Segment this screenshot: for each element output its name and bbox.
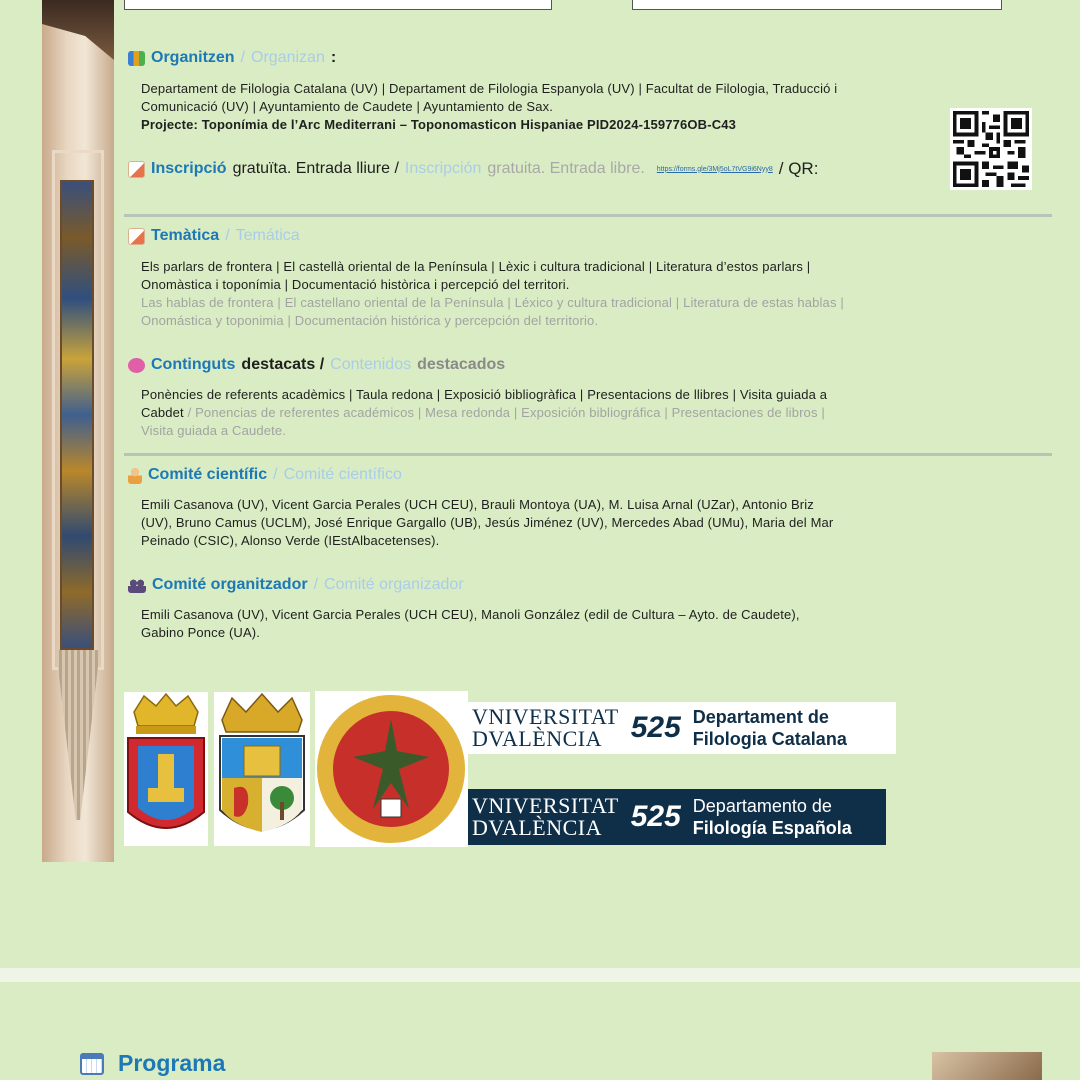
registration-link[interactable]: https://forms.gle/3Mj5oL7tVG9i6Nyy8 <box>656 165 773 173</box>
sax-coat-of-arms <box>214 692 310 846</box>
brain-icon <box>128 358 145 373</box>
caudete-coat-of-arms <box>124 692 208 846</box>
tematica-text: Els parlars de frontera | El castellà oriental de la Península | Lèxic i cultura tradicional | Literatura d’estos parlars | Onomàstica i toponímia | Documentació històrica i percepció del territori. Las hablas de frontera | El castellano oriental de la Península | Léxico y cultura tradicional | Literatura de estas hablas | Onomástica y toponimia | Documentación histórica y percepción del territorio. <box>141 259 844 328</box>
people-icon <box>128 578 146 593</box>
section-divider <box>124 453 1052 456</box>
organitzador-text: Emili Casanova (UV), Vicent Garcia Perales (UCH CEU), Manoli González (edil de Cultura – Ayto. de Caudete), Gabino Ponce (UA). <box>141 607 800 640</box>
continguts-text: Ponències de referents acadèmics | Taula redona | Exposició bibliogràfica | Presentacions de llibres | Visita guiada a Cabdet / Ponencias de referentes académicos | Mesa redonda | Exposición bibliográfica | Presentaciones de libros | Visita guiada a Caudete. <box>141 387 828 438</box>
section-divider <box>124 214 1052 217</box>
uv-filologia-catalana-logo: VNIVERSITAT DVALÈNCIA 525 Departament de Filologia Catalana <box>468 702 896 754</box>
top-box-left <box>124 0 552 10</box>
corner-photo <box>932 1052 1042 1080</box>
uv-filologia-espanola-logo: VNIVERSITAT DVALÈNCIA 525 Departamento de Filología Española <box>468 789 886 845</box>
tapestry-photo <box>42 0 114 862</box>
organitzador-heading: Comité organitzador / Comité organizador <box>128 576 464 594</box>
continguts-heading: Continguts destacats / Contenidos destacados <box>128 356 505 374</box>
page-break <box>0 968 1080 982</box>
pencil-note-icon <box>128 161 145 178</box>
cientific-heading: Comité científic / Comité científico <box>128 466 402 484</box>
organitzen-text: Departament de Filologia Catalana (UV) | Departament de Filologia Espanyola (UV) | Facultat de Filologia, Traducció i Comunicació (UV) | Ayuntamiento de Caudete | Ayuntamiento de Sax. Projecte: Toponímia de l’Arc Mediterrani – Toponomasticon Hispaniae PID2024-159776OB-C43 <box>141 81 838 132</box>
pencil-note-icon <box>128 228 145 245</box>
tematica-heading: Temàtica / Temática <box>128 227 300 245</box>
inscripcio-line: Inscripció gratuïta. Entrada lliure / Inscripción gratuita. Entrada libre. https://forms.gle/3Mj5oL7tVG9i6Nyy8 / QR: <box>128 159 818 179</box>
organitzen-heading: Organitzen / Organizan : <box>128 49 336 67</box>
calendar-icon <box>80 1053 104 1075</box>
cientific-text: Emili Casanova (UV), Vicent Garcia Perales (UCH CEU), Brauli Montoya (UA), M. Luisa Arnal (UZar), Antonio Briz (UV), Bruno Camus (UCLM), José Enrique Gargallo (UB), Jesús Jiménez (UV), Mercedes Abad (UMu), Maria del Mar Peinado (CSIC), Alonso Verde (IEstAlbacetenses). <box>141 497 834 548</box>
qr-code[interactable] <box>950 108 1032 190</box>
top-box-right <box>632 0 1002 10</box>
programa-heading: Programa <box>80 1050 225 1077</box>
books-icon <box>128 51 145 66</box>
albacetenses-seal <box>315 691 468 847</box>
scientist-icon <box>128 467 142 484</box>
